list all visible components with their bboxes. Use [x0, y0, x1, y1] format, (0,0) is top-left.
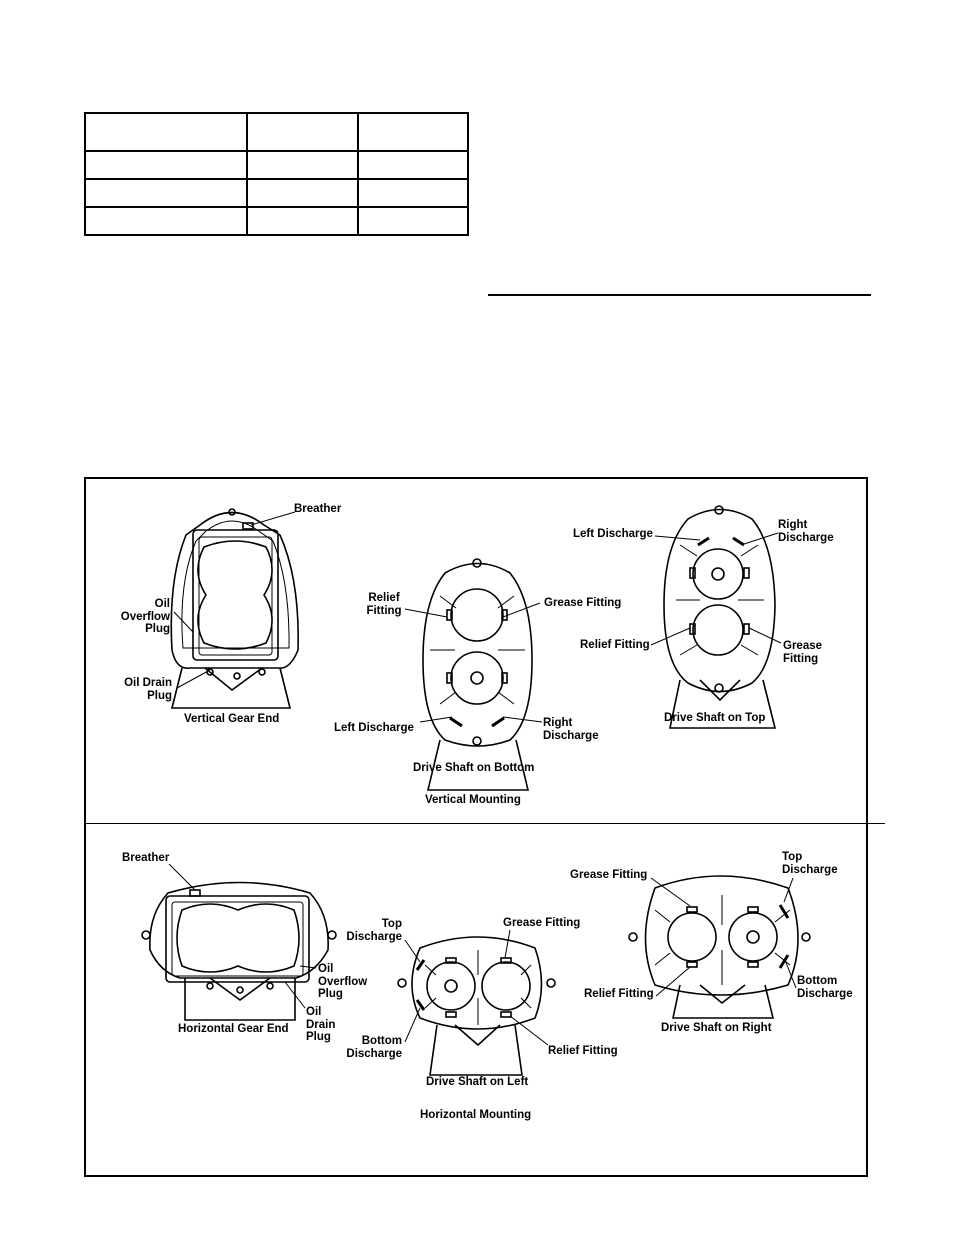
vertical-oil-overflow-plug-label: Oil Overflow Plug: [120, 598, 170, 635]
drive-shaft-left-drawing: [398, 930, 555, 1075]
shaft-bottom-relief-fitting-label: Relief Fitting: [366, 592, 402, 617]
drive-shaft-right-drawing: [629, 876, 810, 1018]
shaft-left-grease-fitting-label: Grease Fitting: [503, 917, 581, 929]
horizontal-oil-drain-plug-label: Oil Drain Plug: [306, 1006, 336, 1043]
horizontal-breather-label: Breather: [122, 852, 170, 864]
shaft-left-relief-fitting-label: Relief Fitting: [548, 1045, 618, 1057]
horizontal-gear-end-caption: Horizontal Gear End: [178, 1023, 289, 1035]
horizontal-oil-overflow-plug-label: Oil Overflow Plug: [318, 963, 368, 1000]
shaft-top-left-discharge-label: Left Discharge: [573, 528, 653, 540]
shaft-top-relief-fitting-label: Relief Fitting: [580, 639, 650, 651]
vertical-breather-label: Breather: [294, 503, 342, 515]
shaft-bottom-left-discharge-label: Left Discharge: [334, 722, 414, 734]
horizontal-mounting-title: Horizontal Mounting: [420, 1109, 532, 1121]
shaft-bottom-grease-fitting-label: Grease Fitting: [544, 597, 622, 609]
vertical-oil-drain-plug-label: Oil Drain Plug: [124, 677, 172, 702]
vertical-gear-end-drawing: [171, 509, 298, 708]
vertical-mounting-title: Vertical Mounting: [425, 794, 521, 806]
drive-shaft-bottom-drawing: [405, 559, 542, 790]
horizontal-gear-end-drawing: [142, 864, 336, 1020]
shaft-left-caption: Drive Shaft on Left: [426, 1076, 529, 1088]
shaft-bottom-right-discharge-label: Right Discharge: [543, 717, 599, 742]
shaft-top-right-discharge-label: Right Discharge: [778, 519, 834, 544]
shaft-right-top-discharge-label: Top Discharge: [782, 851, 838, 876]
shaft-left-top-discharge-label: Top Discharge: [346, 918, 402, 943]
drive-shaft-top-drawing: [651, 506, 781, 728]
shaft-bottom-caption: Drive Shaft on Bottom: [413, 762, 535, 774]
shaft-right-caption: Drive Shaft on Right: [661, 1022, 772, 1034]
shaft-right-relief-fitting-label: Relief Fitting: [584, 988, 654, 1000]
vertical-gear-end-caption: Vertical Gear End: [184, 713, 280, 725]
shaft-top-grease-fitting-label: Grease Fitting: [783, 640, 823, 665]
shaft-top-caption: Drive Shaft on Top: [664, 712, 766, 724]
shaft-left-bottom-discharge-label: Bottom Discharge: [346, 1035, 402, 1060]
shaft-right-bottom-discharge-label: Bottom Discharge: [797, 975, 853, 1000]
shaft-right-grease-fitting-label: Grease Fitting: [570, 869, 648, 881]
